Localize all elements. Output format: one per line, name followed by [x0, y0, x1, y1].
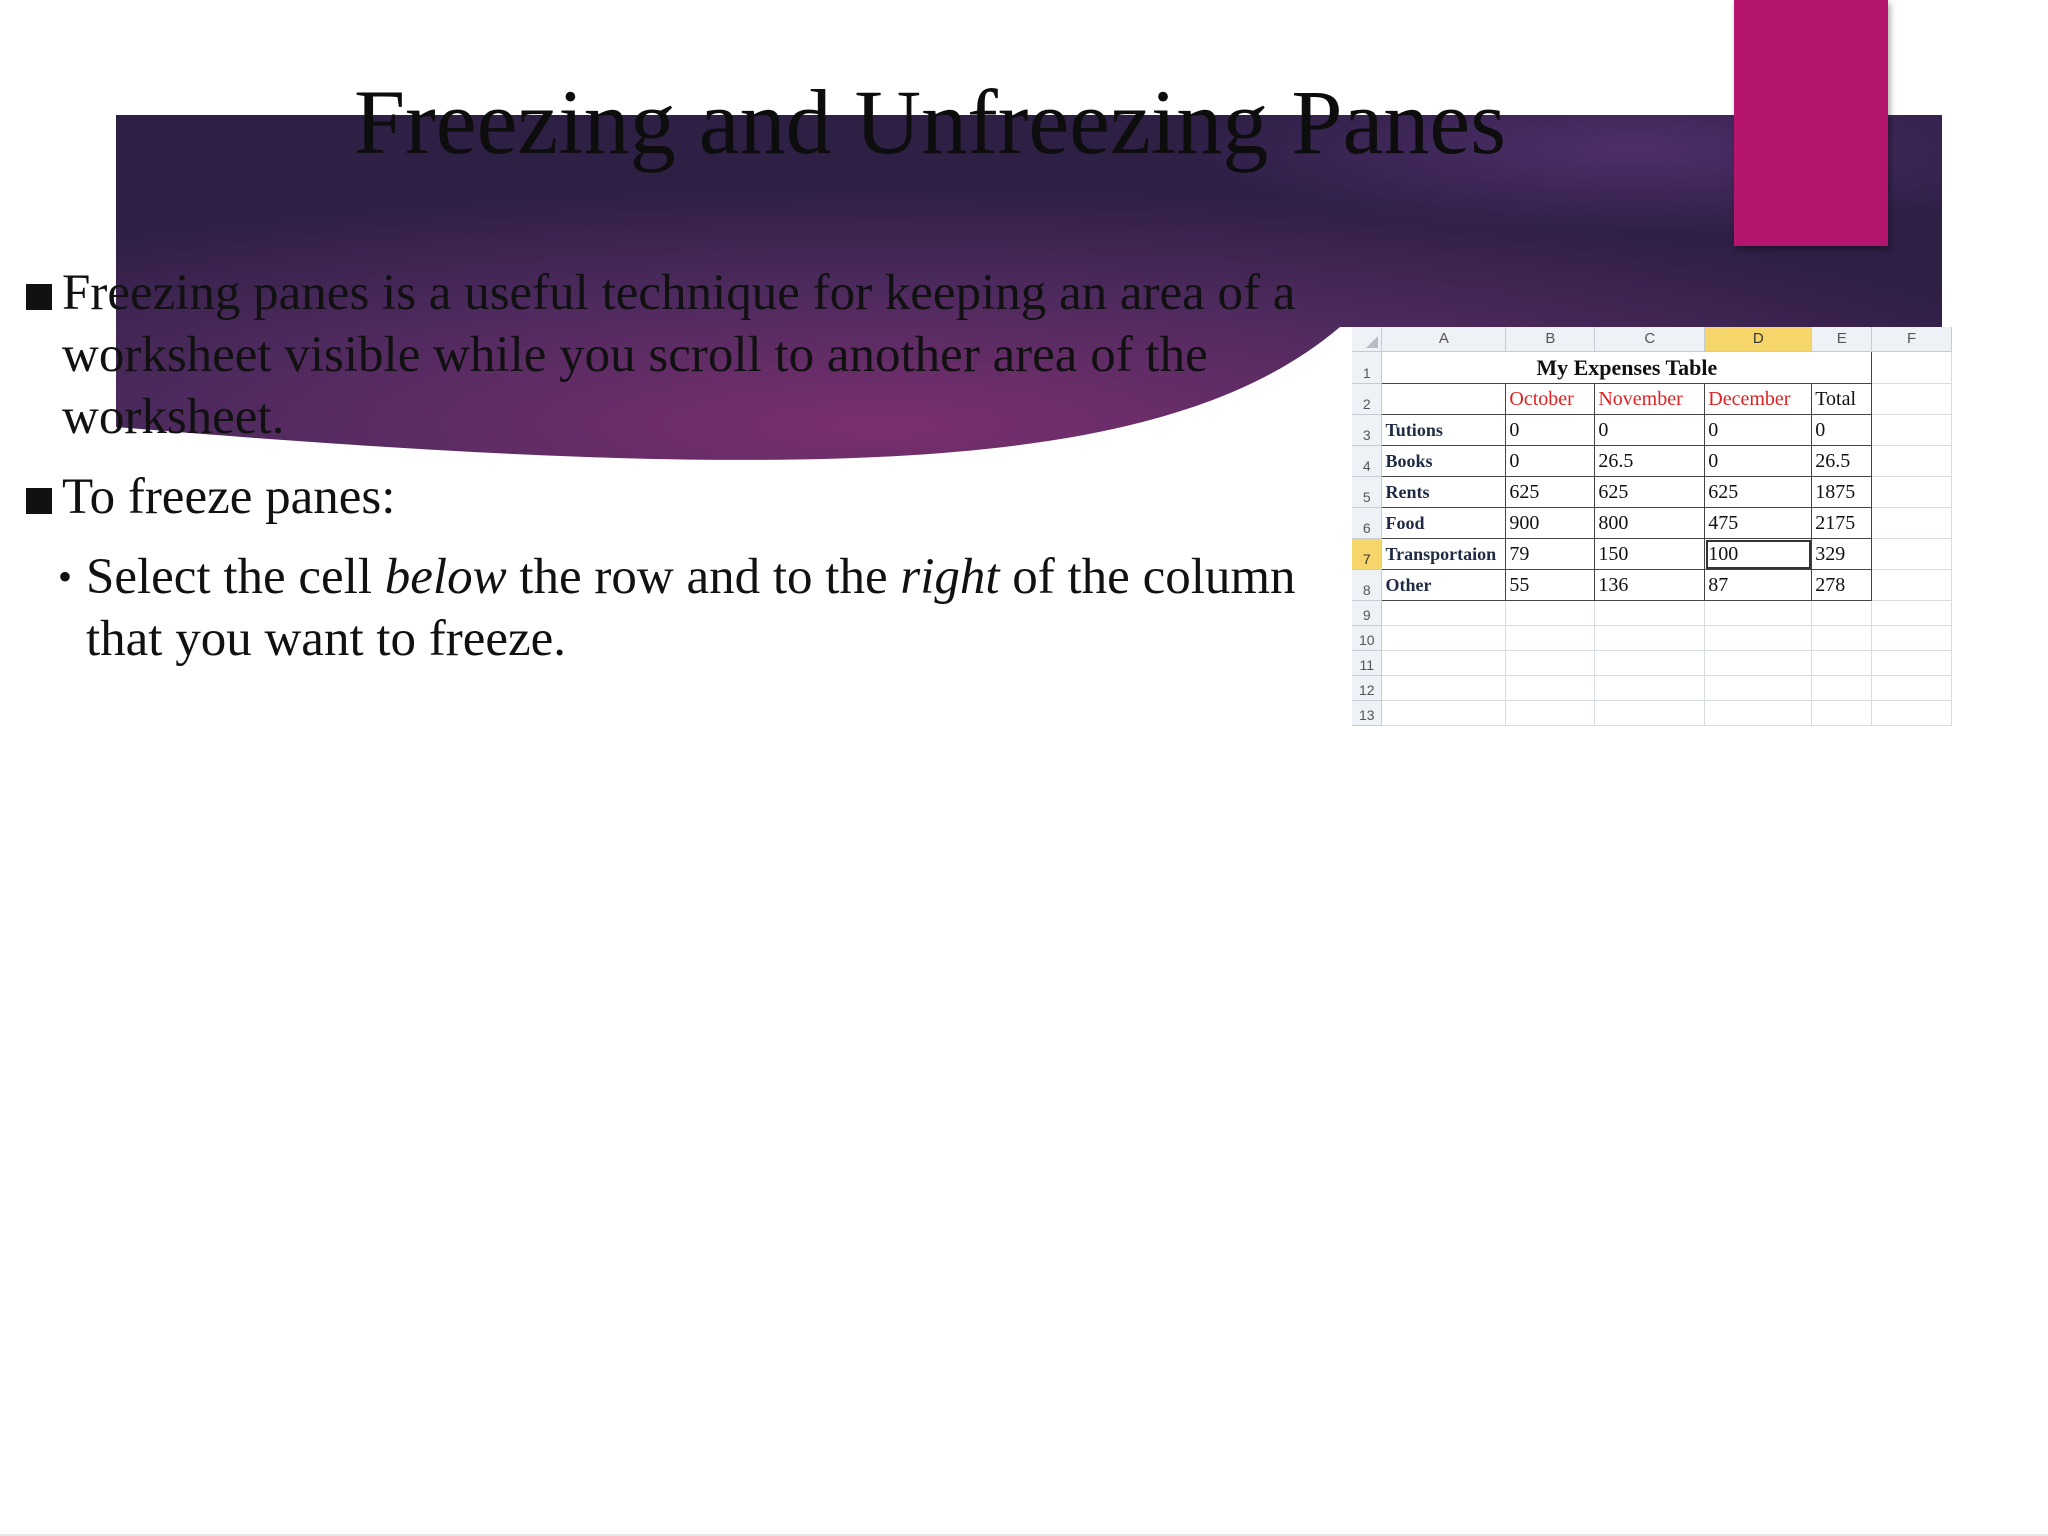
- row-header: 8: [1352, 570, 1382, 601]
- table-row: [1352, 601, 1952, 626]
- row-header: 9: [1352, 601, 1382, 626]
- cell: [1705, 626, 1812, 651]
- cell: [1872, 601, 1952, 626]
- cell: [1872, 570, 1952, 601]
- square-bullet-icon: [26, 284, 52, 310]
- total-header-cell: Total: [1812, 384, 1872, 415]
- column-header: B: [1506, 327, 1595, 352]
- cell: [1872, 626, 1952, 651]
- row-header: 13: [1352, 701, 1382, 726]
- cell: [1872, 676, 1952, 701]
- select-all-corner: [1352, 327, 1382, 352]
- row-label-cell: Tutions: [1382, 415, 1506, 446]
- value-cell: 329: [1812, 539, 1872, 570]
- square-bullet-icon: [26, 488, 52, 514]
- table-row: [1352, 676, 1952, 701]
- value-cell: 2175: [1812, 508, 1872, 539]
- table-row: [1352, 508, 1952, 539]
- cell: [1506, 676, 1595, 701]
- cell: [1382, 626, 1506, 651]
- cell: [1872, 446, 1952, 477]
- column-header: E: [1812, 327, 1872, 352]
- bullet-text: To freeze panes:: [62, 469, 396, 525]
- value-cell: 26.5: [1595, 446, 1705, 477]
- row-header: 12: [1352, 676, 1382, 701]
- cell: [1382, 676, 1506, 701]
- cell: [1595, 701, 1705, 726]
- value-cell: 150: [1595, 539, 1705, 570]
- row-header: 1: [1352, 352, 1382, 384]
- value-cell: 1875: [1812, 477, 1872, 508]
- column-header: F: [1872, 327, 1952, 352]
- cell: [1872, 651, 1952, 676]
- cell: [1812, 701, 1872, 726]
- value-cell: 0: [1506, 415, 1595, 446]
- dot-bullet-icon: •: [58, 554, 73, 599]
- column-header-selected: D: [1705, 327, 1812, 352]
- row-label-cell: Other: [1382, 570, 1506, 601]
- value-cell: 136: [1595, 570, 1705, 601]
- spreadsheet-grid: [1352, 327, 1952, 726]
- cell: [1382, 384, 1506, 415]
- cell: [1872, 384, 1952, 415]
- row-label-cell: Food: [1382, 508, 1506, 539]
- cell: [1872, 352, 1952, 384]
- cell: [1382, 701, 1506, 726]
- value-cell: 278: [1812, 570, 1872, 601]
- value-cell: 0: [1595, 415, 1705, 446]
- table-title-cell: My Expenses Table: [1382, 352, 1872, 384]
- value-cell: 0: [1705, 415, 1812, 446]
- cell: [1872, 508, 1952, 539]
- value-cell: 100: [1705, 539, 1812, 570]
- cell: [1506, 651, 1595, 676]
- slide-title: Freezing and Unfreezing Panes: [353, 71, 1507, 173]
- cell: [1705, 651, 1812, 676]
- cell: [1595, 626, 1705, 651]
- bullet-item: [22, 466, 1322, 528]
- value-cell: 625: [1595, 477, 1705, 508]
- value-cell: 26.5: [1812, 446, 1872, 477]
- cell: [1705, 701, 1812, 726]
- cell: [1812, 601, 1872, 626]
- column-header-row: [1352, 327, 1952, 352]
- row-label-cell: Transportaion: [1382, 539, 1506, 570]
- bullet-list: [22, 262, 1322, 670]
- sub-bullet-text: Select the cell below the row and to the right of the column that you want to freeze.: [86, 549, 1296, 667]
- column-header: C: [1595, 327, 1705, 352]
- row-header: 11: [1352, 651, 1382, 676]
- cell: [1506, 601, 1595, 626]
- value-cell: 900: [1506, 508, 1595, 539]
- cell: [1812, 626, 1872, 651]
- row-header: 10: [1352, 626, 1382, 651]
- value-cell: 0: [1705, 446, 1812, 477]
- cell: [1705, 601, 1812, 626]
- table-row: [1352, 651, 1952, 676]
- month-header-cell: October: [1506, 384, 1595, 415]
- cell: [1872, 415, 1952, 446]
- table-row: [1352, 384, 1952, 415]
- table-row: [1352, 539, 1952, 570]
- empty-rows: [1352, 601, 1952, 726]
- month-header-cell: December: [1705, 384, 1812, 415]
- value-cell: 625: [1705, 477, 1812, 508]
- table-row: [1352, 477, 1952, 508]
- value-cell: 0: [1506, 446, 1595, 477]
- row-header: 2: [1352, 384, 1382, 415]
- value-cell: 800: [1595, 508, 1705, 539]
- cell: [1595, 601, 1705, 626]
- row-header: 6: [1352, 508, 1382, 539]
- value-cell: 625: [1506, 477, 1595, 508]
- sub-bullet-item: [22, 546, 1322, 670]
- table-row: [1352, 415, 1952, 446]
- cell: [1705, 676, 1812, 701]
- value-cell: 475: [1705, 508, 1812, 539]
- column-header: A: [1382, 327, 1506, 352]
- cell: [1812, 651, 1872, 676]
- cell: [1872, 477, 1952, 508]
- month-header-cell: November: [1595, 384, 1705, 415]
- table-row: [1352, 570, 1952, 601]
- row-header: 5: [1352, 477, 1382, 508]
- cell: [1595, 651, 1705, 676]
- cell: [1506, 701, 1595, 726]
- cell: [1872, 539, 1952, 570]
- value-cell: 79: [1506, 539, 1595, 570]
- cell: [1812, 676, 1872, 701]
- data-rows: [1352, 415, 1952, 601]
- cell: [1595, 676, 1705, 701]
- cell: [1506, 626, 1595, 651]
- bullet-text: Freezing panes is a useful technique for keeping an area of a worksheet visible while you scroll to another area of the worksheet.: [62, 265, 1296, 445]
- value-cell: 55: [1506, 570, 1595, 601]
- value-cell: 0: [1812, 415, 1872, 446]
- cell: [1382, 601, 1506, 626]
- spreadsheet-image: [1352, 327, 1952, 734]
- cell: [1382, 651, 1506, 676]
- row-label-cell: Books: [1382, 446, 1506, 477]
- table-row: [1352, 701, 1952, 726]
- bullet-item: [22, 262, 1322, 448]
- row-header: 3: [1352, 415, 1382, 446]
- table-row: [1352, 352, 1952, 384]
- value-cell: 87: [1705, 570, 1812, 601]
- cell: [1872, 701, 1952, 726]
- row-label-cell: Rents: [1382, 477, 1506, 508]
- row-header: 4: [1352, 446, 1382, 477]
- table-row: [1352, 446, 1952, 477]
- table-row: [1352, 626, 1952, 651]
- row-header: 7: [1352, 539, 1382, 570]
